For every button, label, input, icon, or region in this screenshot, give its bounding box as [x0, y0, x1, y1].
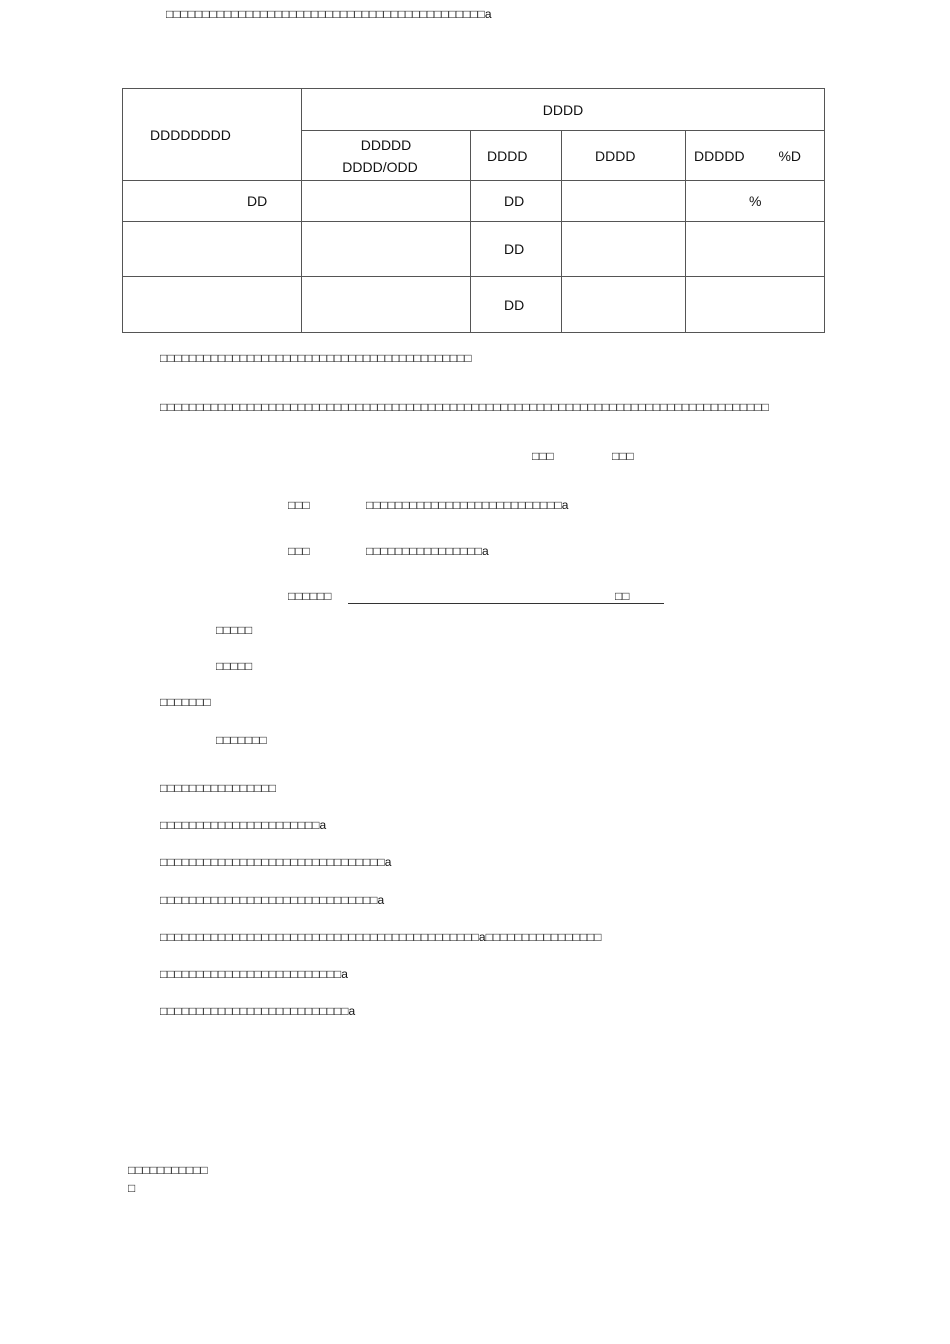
signature-3-suffix: □□ [615, 589, 630, 603]
table-cell-r3c4 [562, 277, 686, 333]
footer-line-1: □□□□□□□□□□□ [128, 1163, 208, 1177]
table-cell-r1c3: DD [471, 181, 562, 222]
table-cell-r1c2 [302, 181, 471, 222]
list-item-1: □□□□□□□□□□□□□□□□□□□□□□a [160, 818, 327, 832]
table-cell-r3c5 [686, 277, 825, 333]
table-subheader-4-a: DDDDD [694, 147, 745, 164]
data-table [122, 88, 825, 333]
signature-underline [348, 603, 664, 604]
table-cell-r2c2 [302, 222, 471, 277]
signature-2-value: □□□□□□□□□□□□□□□□a [366, 544, 489, 558]
table-cell-r2c5 [686, 222, 825, 277]
table-subheader-1-line2: DDDD/ODD [342, 158, 418, 175]
signature-2-label: □□□ [288, 544, 310, 558]
section-heading-2: □□□□□□□□□□□□□□□□ [160, 781, 276, 795]
table-cell-r1c1: DD [123, 181, 302, 222]
footer-line-2: □ [128, 1181, 136, 1195]
date-part-b: □□□ [612, 449, 634, 463]
list-item-6: □□□□□□□□□□□□□□□□□□□□□□□□□□a [160, 1004, 356, 1018]
item-2: □□□□□ [216, 659, 253, 673]
table-cell-r1c4 [562, 181, 686, 222]
list-item-3: □□□□□□□□□□□□□□□□□□□□□□□□□□□□□□a [160, 893, 385, 907]
table-cell-r1c5: % [686, 181, 825, 222]
table-subheader-3: DDDD [562, 131, 686, 181]
item-1: □□□□□ [216, 623, 253, 637]
date-part-a: □□□ [532, 449, 554, 463]
table-cell-r2c3: DD [471, 222, 562, 277]
item-3: □□□□□□□ [216, 733, 267, 747]
signature-3-label: □□□□□□ [288, 589, 332, 603]
table-subheader-2: DDDD [471, 131, 562, 181]
paragraph-2: □□□□□□□□□□□□□□□□□□□□□□□□□□□□□□□□□□□□□□□□□□□□□□□□□□□□□□□□□□□□□□□□□□□□□□□□□□□□□□□□□□□□ [160, 400, 769, 414]
table-header-left: DDDDDDDD [123, 89, 302, 181]
document-header-text: □□□□□□□□□□□□□□□□□□□□□□□□□□□□□□□□□□□□□□□□□□□□a [166, 7, 492, 21]
list-item-5: □□□□□□□□□□□□□□□□□□□□□□□□□a [160, 967, 348, 981]
table-cell-r2c1 [123, 222, 302, 277]
section-heading-1: □□□□□□□ [160, 695, 211, 709]
table-header-group: DDDD [302, 89, 825, 131]
table-subheader-4-b: %D [778, 147, 802, 164]
list-item-4: □□□□□□□□□□□□□□□□□□□□□□□□□□□□□□□□□□□□□□□□□□□□a□□□□□□□□□□□□□□□□ [160, 930, 602, 944]
table-cell-r3c3: DD [471, 277, 562, 333]
table-subheader-4 [686, 131, 825, 181]
table-subheader-1 [302, 131, 471, 181]
signature-1-label: □□□ [288, 498, 310, 512]
paragraph-1: □□□□□□□□□□□□□□□□□□□□□□□□□□□□□□□□□□□□□□□□□□□ [160, 351, 472, 365]
signature-1-value: □□□□□□□□□□□□□□□□□□□□□□□□□□□a [366, 498, 569, 512]
table-cell-r2c4 [562, 222, 686, 277]
table-subheader-1-line1: DDDDD [360, 136, 412, 153]
table-cell-r3c1 [123, 277, 302, 333]
list-item-2: □□□□□□□□□□□□□□□□□□□□□□□□□□□□□□□a [160, 855, 392, 869]
table-cell-r3c2 [302, 277, 471, 333]
